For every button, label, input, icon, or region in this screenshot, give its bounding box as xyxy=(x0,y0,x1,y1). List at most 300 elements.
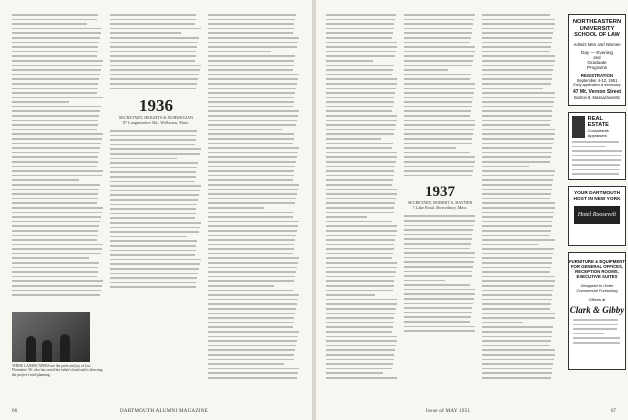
real-estate-line1: Consultants xyxy=(587,128,609,133)
text-line xyxy=(404,275,472,277)
text-line xyxy=(482,294,552,296)
body-text xyxy=(110,130,202,288)
text-line xyxy=(482,308,550,310)
text-line xyxy=(482,152,552,154)
text-line xyxy=(12,138,102,140)
section-heading-1936: 1936 xyxy=(139,96,173,116)
text-line xyxy=(326,28,394,30)
text-line xyxy=(404,69,448,71)
text-line xyxy=(208,271,296,273)
text-line xyxy=(404,120,475,122)
text-line xyxy=(404,133,473,135)
text-line xyxy=(482,322,523,324)
text-line xyxy=(482,271,550,273)
text-line xyxy=(12,65,102,67)
text-line xyxy=(12,74,100,76)
text-line xyxy=(110,60,195,62)
text-line xyxy=(404,229,473,231)
text-line xyxy=(208,198,296,200)
dartmouth-host-ad xyxy=(568,186,626,246)
text-line xyxy=(482,55,555,57)
text-line xyxy=(12,42,99,44)
real-estate-ad xyxy=(568,112,626,180)
text-line xyxy=(110,153,200,155)
text-line xyxy=(404,243,471,245)
text-line xyxy=(482,253,553,255)
body-text xyxy=(482,14,556,379)
text-line xyxy=(208,88,296,90)
text-line xyxy=(326,235,396,237)
text-line xyxy=(208,184,299,186)
text-line xyxy=(404,83,475,85)
text-line xyxy=(326,359,394,361)
text-line xyxy=(572,146,606,148)
left-column-2 xyxy=(110,14,202,386)
body-text xyxy=(404,14,476,176)
text-line xyxy=(404,152,470,154)
text-line xyxy=(326,377,397,379)
text-line xyxy=(404,284,470,286)
text-line xyxy=(326,42,397,44)
text-line xyxy=(482,19,555,21)
text-line xyxy=(12,244,103,246)
text-line xyxy=(208,354,294,356)
page-number: 67 xyxy=(610,408,616,414)
text-line xyxy=(482,156,551,158)
text-line xyxy=(110,185,201,187)
text-line xyxy=(208,152,298,154)
ad-programs: Programs xyxy=(587,64,607,70)
landscapers-photo xyxy=(12,312,90,362)
ad-admits: Admits Men and Women xyxy=(573,41,621,47)
text-line xyxy=(208,280,294,282)
text-line xyxy=(404,161,475,163)
right-column-1 xyxy=(326,14,398,386)
ad-address: 47 Mt. Vernon Street xyxy=(572,88,622,95)
text-line xyxy=(208,221,299,223)
clark-gibby-ad xyxy=(568,252,626,370)
text-line xyxy=(326,248,394,250)
text-line xyxy=(404,115,470,117)
text-line xyxy=(208,345,296,347)
text-line xyxy=(326,143,393,145)
text-line xyxy=(12,262,99,264)
text-line xyxy=(326,372,383,374)
text-line xyxy=(404,266,473,268)
text-line xyxy=(208,97,294,99)
text-line xyxy=(482,313,555,315)
text-line xyxy=(326,37,392,39)
text-line xyxy=(326,83,397,85)
text-line xyxy=(404,298,474,300)
text-line xyxy=(12,106,101,108)
text-line xyxy=(12,221,100,223)
text-line xyxy=(404,143,472,145)
text-line xyxy=(404,289,475,291)
text-line xyxy=(208,129,282,131)
text-line xyxy=(110,286,196,288)
text-line xyxy=(326,106,393,108)
section-address: 87 Longmeadow Rd., Wollaston, Mass. xyxy=(122,120,190,126)
text-line xyxy=(12,207,103,209)
text-line xyxy=(208,290,293,292)
text-line xyxy=(482,143,553,145)
text-line xyxy=(208,110,299,112)
text-line xyxy=(326,138,381,140)
text-line xyxy=(110,176,196,178)
text-line xyxy=(482,83,551,85)
text-line xyxy=(482,303,551,305)
text-line xyxy=(110,130,197,132)
text-line xyxy=(110,19,196,21)
text-line xyxy=(110,194,199,196)
text-line xyxy=(12,51,98,53)
text-line xyxy=(208,32,293,34)
text-line xyxy=(110,83,197,85)
text-line xyxy=(404,307,472,309)
text-line xyxy=(208,147,299,149)
text-line xyxy=(12,46,98,48)
text-line xyxy=(110,65,201,67)
text-line xyxy=(326,230,397,232)
text-line xyxy=(326,88,396,90)
text-line xyxy=(12,124,98,126)
text-line xyxy=(404,46,475,48)
text-line xyxy=(12,290,101,292)
text-line xyxy=(326,340,397,342)
text-line xyxy=(12,280,103,282)
text-line xyxy=(482,198,550,200)
text-line xyxy=(326,161,396,163)
text-line xyxy=(326,262,397,264)
clark-gibby-since: Offices at xyxy=(588,297,606,302)
text-line xyxy=(326,23,394,25)
text-line xyxy=(110,74,199,76)
text-line xyxy=(326,198,396,200)
text-line xyxy=(208,308,296,310)
dartmouth-host-title: YOUR DARTMOUTH HOST IN NEW YORK xyxy=(573,191,621,202)
text-line xyxy=(482,340,551,342)
text-line xyxy=(12,294,100,296)
text-line xyxy=(110,167,197,169)
text-line xyxy=(326,65,394,67)
text-line xyxy=(482,244,538,246)
text-line xyxy=(482,60,555,62)
text-line xyxy=(208,83,297,85)
text-line xyxy=(208,60,294,62)
text-line xyxy=(110,204,197,206)
text-line xyxy=(326,69,393,71)
text-line xyxy=(572,173,619,175)
clark-gibby-line-2: FOR GENERAL OFFICES, xyxy=(570,264,624,269)
text-line xyxy=(482,14,550,16)
text-line xyxy=(208,156,297,158)
text-line xyxy=(110,42,198,44)
text-line xyxy=(12,267,98,269)
text-line xyxy=(208,372,298,374)
text-line xyxy=(110,171,196,173)
text-line xyxy=(208,303,297,305)
text-line xyxy=(326,78,397,80)
ad-schedule: Day — Evening xyxy=(581,49,613,55)
text-line xyxy=(404,326,475,328)
text-line xyxy=(482,69,553,71)
text-line xyxy=(208,202,295,204)
text-line xyxy=(482,138,554,140)
text-line xyxy=(208,239,295,241)
text-line xyxy=(12,202,97,204)
text-line xyxy=(208,78,298,80)
text-line xyxy=(482,257,552,259)
text-line xyxy=(482,317,555,319)
text-line xyxy=(404,293,475,295)
text-line xyxy=(12,184,100,186)
text-line xyxy=(208,299,298,301)
text-line xyxy=(110,245,196,247)
text-line xyxy=(110,37,199,39)
text-line xyxy=(482,336,552,338)
clark-gibby-line-4: EXECUTIVE SUITES xyxy=(576,274,618,279)
text-line xyxy=(208,313,295,315)
text-line xyxy=(208,262,298,264)
text-line xyxy=(12,271,98,273)
left-page xyxy=(0,0,312,420)
text-line xyxy=(326,294,375,296)
text-line xyxy=(326,349,395,351)
ad-school-name: SCHOOL OF LAW xyxy=(574,32,620,39)
text-line xyxy=(208,106,293,108)
text-line xyxy=(482,129,555,131)
text-line xyxy=(404,74,471,76)
text-line xyxy=(573,324,618,326)
text-line xyxy=(482,115,552,117)
text-line xyxy=(404,303,473,305)
text-line xyxy=(12,193,98,195)
text-line xyxy=(208,340,297,342)
text-line xyxy=(12,276,97,278)
text-line xyxy=(404,261,474,263)
text-line xyxy=(404,312,472,314)
text-line xyxy=(573,328,617,330)
text-line xyxy=(482,147,552,149)
text-line xyxy=(110,135,196,137)
text-line xyxy=(404,88,475,90)
text-line xyxy=(482,363,553,365)
text-line xyxy=(482,32,553,34)
text-line xyxy=(12,14,98,16)
text-line xyxy=(326,221,392,223)
text-line xyxy=(208,193,297,195)
text-line xyxy=(208,225,298,227)
text-line xyxy=(208,42,298,44)
text-line xyxy=(208,235,296,237)
text-line xyxy=(326,363,393,365)
text-line xyxy=(110,51,196,53)
text-line xyxy=(12,120,98,122)
text-line xyxy=(326,212,394,214)
text-line xyxy=(482,124,550,126)
text-line xyxy=(12,161,98,163)
text-line xyxy=(12,92,97,94)
text-line xyxy=(326,267,397,269)
text-line xyxy=(326,147,392,149)
text-line xyxy=(110,250,196,252)
text-line xyxy=(326,193,397,195)
body-text xyxy=(12,14,104,296)
text-line xyxy=(12,248,102,250)
text-line xyxy=(572,169,620,171)
text-line xyxy=(208,349,295,351)
text-line xyxy=(326,51,396,53)
text-line xyxy=(326,97,394,99)
text-line xyxy=(110,46,197,48)
text-line xyxy=(208,166,295,168)
text-line xyxy=(208,216,293,218)
clark-gibby-name: Clark & Gibby xyxy=(569,305,625,315)
text-line xyxy=(326,124,396,126)
text-line xyxy=(482,179,553,181)
text-line xyxy=(208,46,297,48)
text-line xyxy=(572,141,619,143)
clark-gibby-sub: Designed to Order xyxy=(580,283,614,288)
text-line xyxy=(110,88,196,90)
text-line xyxy=(208,175,294,177)
text-line xyxy=(482,359,554,361)
text-line xyxy=(404,32,472,34)
text-line xyxy=(404,248,470,250)
text-line xyxy=(110,148,201,150)
text-line xyxy=(208,230,297,232)
text-line xyxy=(404,225,474,227)
text-line xyxy=(404,97,473,99)
text-line xyxy=(326,152,397,154)
running-footer: DARTMOUTH ALUMNI MAGAZINE xyxy=(120,409,209,414)
text-line xyxy=(573,342,620,344)
text-line xyxy=(482,202,555,204)
text-line xyxy=(12,189,99,191)
text-line xyxy=(482,262,552,264)
text-line xyxy=(208,55,295,57)
text-line xyxy=(110,78,198,80)
text-line xyxy=(482,331,552,333)
text-line xyxy=(326,216,367,218)
text-line xyxy=(110,23,195,25)
text-line xyxy=(326,253,393,255)
text-line xyxy=(208,161,296,163)
text-line xyxy=(326,170,394,172)
text-line xyxy=(326,368,392,370)
text-line xyxy=(482,267,551,269)
text-line xyxy=(12,235,98,237)
text-line xyxy=(326,345,396,347)
text-line xyxy=(404,316,471,318)
text-line xyxy=(208,133,294,135)
text-line xyxy=(404,106,472,108)
text-line xyxy=(482,285,554,287)
text-line xyxy=(404,60,473,62)
text-line xyxy=(208,248,294,250)
text-line xyxy=(110,199,198,201)
text-line xyxy=(110,190,200,192)
photo-caption: THESE LANDSCAPERS are the pride and joy of Leo Florentine '36, who has saved her father's hand and is directing the project's mid-planning. xyxy=(12,364,103,377)
text-line xyxy=(12,88,98,90)
text-line xyxy=(12,152,99,154)
text-line xyxy=(326,184,392,186)
text-line xyxy=(12,257,89,259)
text-line xyxy=(326,354,394,356)
text-line xyxy=(326,129,395,131)
text-line xyxy=(482,212,554,214)
text-line xyxy=(482,92,555,94)
right-column-3 xyxy=(482,14,556,386)
text-line xyxy=(573,333,604,335)
clark-gibby-line-1: FURNITURE & EQUIPMENT xyxy=(569,259,625,264)
text-line xyxy=(326,239,395,241)
text-line xyxy=(208,276,295,278)
text-line xyxy=(208,143,293,145)
text-line xyxy=(404,65,472,67)
text-line xyxy=(404,92,474,94)
text-line xyxy=(404,19,474,21)
text-line xyxy=(326,322,394,324)
text-line xyxy=(404,257,475,259)
text-line xyxy=(110,254,195,256)
text-line xyxy=(208,322,294,324)
text-line xyxy=(208,257,299,259)
text-line xyxy=(208,317,294,319)
left-column-3 xyxy=(208,14,300,386)
text-line xyxy=(326,46,397,48)
text-line xyxy=(482,110,552,112)
running-footer: Issue of MAY 1951 xyxy=(426,409,471,414)
text-line xyxy=(326,244,394,246)
text-line xyxy=(110,236,187,238)
text-line xyxy=(404,110,471,112)
text-line xyxy=(208,65,294,67)
text-line xyxy=(12,143,101,145)
text-line xyxy=(12,110,100,112)
text-line xyxy=(404,238,472,240)
text-line xyxy=(110,263,200,265)
text-line xyxy=(208,189,298,191)
text-line xyxy=(208,115,298,117)
text-line xyxy=(208,23,294,25)
text-line xyxy=(12,78,99,80)
text-line xyxy=(326,336,397,338)
text-line xyxy=(326,271,396,273)
text-line xyxy=(326,202,395,204)
text-line xyxy=(482,345,550,347)
text-line xyxy=(12,225,99,227)
text-line xyxy=(12,212,102,214)
text-line xyxy=(110,208,196,210)
text-line xyxy=(12,101,69,103)
text-line xyxy=(12,253,101,255)
northeastern-law-ad xyxy=(568,14,626,106)
text-line xyxy=(326,303,397,305)
text-line xyxy=(326,317,394,319)
ad-graduate: Graduate xyxy=(587,59,607,65)
text-line xyxy=(326,60,373,62)
text-line xyxy=(482,239,555,241)
text-line xyxy=(110,28,201,30)
text-line xyxy=(482,207,555,209)
text-line xyxy=(110,69,200,71)
text-line xyxy=(326,133,394,135)
section-heading-1937: 1937 xyxy=(425,184,455,201)
text-line xyxy=(573,319,618,321)
text-line xyxy=(110,32,181,34)
